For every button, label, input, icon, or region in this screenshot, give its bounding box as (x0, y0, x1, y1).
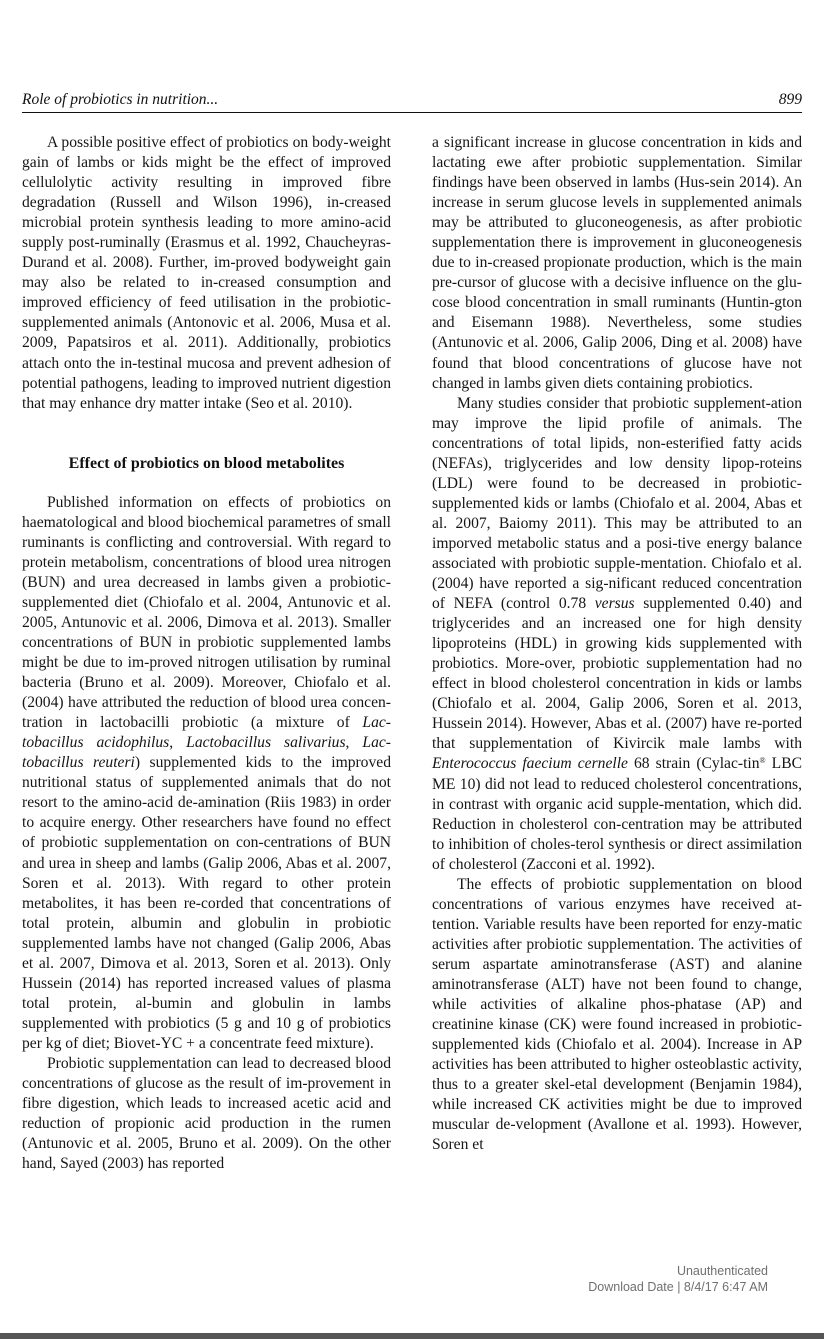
species-name: Enterococcus faecium cernelle (432, 755, 628, 773)
registered-trademark-icon: ® (759, 756, 766, 766)
separator: , (169, 734, 187, 752)
paragraph-text: ) supplemented kids to the improved nutritional status of supplemented animals that do not resort to the amino-acid de-amination (Riis 1983) in order to acquire energy. Other researchers have found no effect of probiotic supplementation on con-centrations of BUN and urea in sheep and lambs (Galip 2006, Abas et al. 2007, Soren et al. 2013). With regard to other protein metabolites, it has been re-corded that concentrations of total protein, albumin and globulin in probiotic supplemented lambs have not changed (Galip 2006, Abas et al. 2007, Dimova et al. 2013, Soren et al. 2013). Only Hussein (2014) has reported increased values of plasma total protein, al-bumin and globulin in lambs supplemented with probiotics (5 g and 10 g of probiotics per kg of diet; Biovet-YC + a concentrate feed mixture). (22, 754, 391, 1052)
section-heading: Effect of probiotics on blood metabolites (68, 454, 345, 472)
species-name: Lac-tobacillus reuteri (22, 734, 391, 772)
emphasis-text: versus (594, 595, 635, 613)
right-column (432, 133, 802, 1155)
viewer-bottom-bar (0, 1333, 824, 1339)
left-column (22, 133, 391, 1174)
paragraph (22, 1054, 391, 1174)
paragraph-text: Many studies consider that probiotic supplement-ation may improve the lipid profile of animals. The concentrations of total lipids, non-esterified fatty acids (NEFAs), triglycerides and low density lipop-roteins (LDL) were found to be decreased in probiotic-supplemented kids or lambs (Chiofalo et al. 2004, Abas et al. 2007, Baiomy 2011). This may be attributed to an imporved metabolic status and a posi-tive energy balance associated with probiotic supple-mentation. Chiofalo et al. (2004) have reported a sig-nificant reduced concentration of NEFA (control 0.78 (432, 394, 802, 613)
running-header (22, 90, 802, 113)
paragraph (22, 133, 391, 414)
separator: , (345, 734, 363, 752)
paragraph-text: a significant increase in glucose concentration in kids and lactating ewe after probiotic supplementation. Similar findings have been observed in lambs (Hus-sein 2014). An increase in serum glucose levels in supplemented animals may be attributed to gluconeogenesis, as after probiotic supplementation there is improvement in gluconeogenesis due to in-creased propionate production, which is the main pre-cursor of glucose with a decisive influence on the glu-cose blood concentration in small ruminants (Huntin-gton and Eisemann 1988). Nevertheless, some studies (Antunovic et al. 2006, Galip 2006, Ding et al. 2008) have found that blood concentrations of glucose have not changed in lambs given diets containing probiotics. (432, 134, 802, 392)
paragraph-text: supplemented 0.40) and triglycerides and an increased one for high density lipoproteins (HDL) in growing kids supplemented with probiotics. More-over, probiotic supplementation had no effect in blood cholesterol concentration in kids or lambs (Chiofalo et al. 2004, Galip 2006, Soren et al. 2013, Hussein 2014). However, Abas et al. (2007) have re-ported that supplementation of Kivircik male lambs with (432, 595, 802, 753)
watermark-status: Unauthenticated (676, 1264, 768, 1278)
species-name: Lactobacillus salivarius (186, 734, 346, 752)
download-watermark (588, 1263, 768, 1295)
paragraph (432, 133, 802, 394)
paragraph-text: 68 strain (Cylac-tin (627, 755, 760, 773)
paragraph-text: LBC ME 10) did not lead to reduced cholesterol concentrations, in contrast with organic acid supple-mentation, which did. Reduction in cholesterol con-centration may be attributed to inhibition of choles-terol synthesis or direct assimilation of cholesterol (Zacconi et al. 1992). (432, 755, 802, 873)
paragraph-text: The effects of probiotic supplementation on blood concentrations of various enzymes have received at-tention. Variable results have been reported for enzy-matic activities after probiotic supplementation. The activities of serum aspartate aminotransferase (AST) and alanine aminotransferase (ALT) have not been found to change, while activities of alkaline phos-phatase (AP) and creatinine kinase (CK) were found increased in probiotic-supplemented kids (Chiofalo et al. 2004). Increase in AP activities has been attributed to higher osteoblastic activity, thus to a greater skel-etal development (Benjamin 1984), while increased CK activities might be due to improved muscular de-velopment (Avallone et al. 1993). However, Soren et (432, 875, 802, 1154)
paragraph (432, 875, 802, 1156)
watermark-download-date: Download Date | 8/4/17 6:47 AM (588, 1280, 768, 1294)
running-title: Role of probiotics in nutrition... (22, 91, 219, 108)
paragraph-text: Published information on effects of probiotics on haematological and blood biochemical parametres of small ruminants is conflicting and controversial. With regard to protein metabolism, concentrations of blood urea nitrogen (BUN) and urea decreased in lambs given a probiotic-supplemented diet (Chiofalo et al. 2004, Antunovic et al. 2005, Antunovic et al. 2006, Dimova et al. 2013). Smaller concentrations of BUN in probiotic supplemented lambs might be due to im-proved nitrogen utilisation by ruminal bacteria (Bruno et al. 2009). Moreover, Chiofalo et al. (2004) have attributed the reduction of blood urea concen-tration in lactobacilli probiotic (a mixture of (22, 493, 391, 732)
paragraph (22, 493, 391, 1054)
paragraph-text: A possible positive effect of probiotics on body-weight gain of lambs or kids might be the effect of improved cellulolytic activity resulting in improved fibre degradation (Russell and Wilson 1996), in-creased microbial protein synthesis leading to more amino-acid supply post-ruminally (Erasmus et al. 1992, Chaucheyras-Durand et al. 2008). Further, im-proved bodyweight gain may also be related to in-creased consumption and improved efficiency of feed utilisation in the probiotic-supplemented animals (Antonovic et al. 2006, Musa et al. 2009, Papatsiros et al. 2011). Additionally, probiotics attach onto the in-testinal mucosa and prevent adhesion of potential pathogens, leading to improved nutrient digestion that may enhance dry matter intake (Seo et al. 2010). (22, 134, 391, 412)
paragraph (432, 394, 802, 875)
paragraph-text: Probiotic supplementation can lead to decreased blood concentrations of glucose as the result of im-provement in fibre digestion, which leads to increased acetic acid and reduction of propionic acid production in the rumen (Antunovic et al. 2005, Bruno et al. 2009). On the other hand, Sayed (2003) has reported (22, 1054, 391, 1173)
page-number: 899 (778, 91, 802, 108)
species-name: Lac-tobacillus acidophilus (22, 714, 391, 752)
